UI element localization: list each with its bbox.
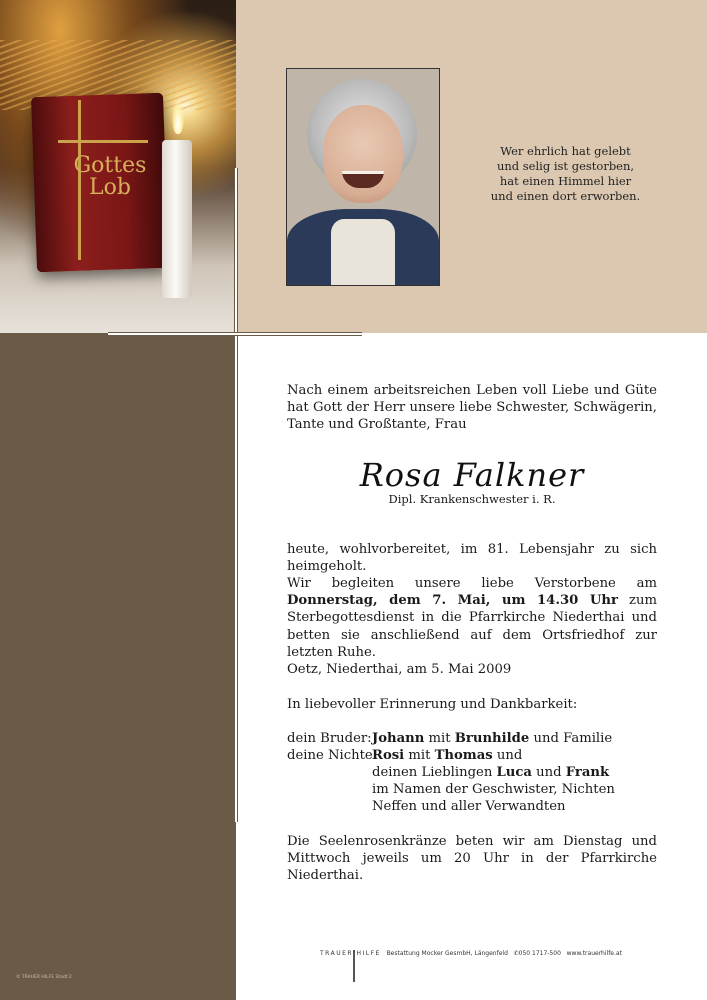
- connector-text: mit: [404, 748, 435, 763]
- family-row-relatives: Neffen und aller Verwandten: [372, 799, 566, 814]
- place-date: Oetz, Niederthai, am 5. Mai 2009: [287, 662, 512, 677]
- quote-line: hat einen Himmel hier: [499, 174, 632, 188]
- portrait-face: [323, 105, 403, 203]
- quote-line: Wer ehrlich hat gelebt: [500, 144, 631, 158]
- memorial-quote: [478, 144, 653, 204]
- relative-name: Rosi: [372, 748, 405, 763]
- relative-name: Luca: [496, 765, 532, 780]
- deceased-profession: Dipl. Krankenschwester i. R.: [388, 492, 556, 506]
- connector-text: mit: [424, 731, 455, 746]
- rosary-paragraph: Die Seelenrosenkränze beten wir am Dienstag und Mittwoch jeweils um 20 Uhr in der Pfarrkirche Niederthai.: [287, 834, 657, 884]
- relation-label: deine Nichte:: [287, 748, 378, 763]
- relative-name: Frank: [565, 765, 610, 780]
- candle-flame-icon: [172, 100, 184, 134]
- relative-name: Thomas: [434, 748, 493, 763]
- funeral-text: zum Sterbegottesdienst in die Pfarrkirche Niederthai und betten sie anschließend auf dem Ortsfriedhof zur letzten Ruhe.: [287, 593, 657, 660]
- footer-web: www.trauerhilfe.at: [566, 950, 622, 957]
- candle: [162, 140, 192, 298]
- portrait-collar: [331, 219, 395, 286]
- family-row-brother: [287, 730, 612, 747]
- book-title: Gottes Lob: [73, 153, 147, 200]
- family-row-siblings: im Namen der Geschwister, Nichten: [372, 782, 615, 797]
- quote-line: und selig ist gestorben,: [496, 159, 635, 173]
- footer: [320, 950, 640, 958]
- footer-company: Bestattung Mocker GesmbH, Längenfeld: [386, 950, 508, 957]
- relation-label: dein Bruder:: [287, 731, 372, 746]
- funeral-paragraph: [287, 575, 657, 661]
- family-row-kids: [372, 764, 609, 781]
- footer-phone: ✆050 1717-500: [513, 950, 561, 957]
- memory-line: In liebevoller Erinnerung und Dankbarkeit:: [287, 697, 578, 712]
- cross-vertical-beam: [234, 168, 238, 822]
- deceased-name: Rosa Falkner: [359, 456, 585, 494]
- relative-name: Brunhilde: [454, 731, 530, 746]
- portrait-photo: [286, 68, 440, 286]
- intro-paragraph: Nach einem arbeitsreichen Leben voll Liebe und Güte hat Gott der Herr unsere liebe Schwester, Schwägerin, Tante und Großtante, Frau: [287, 383, 657, 433]
- relative-name: Johann: [372, 731, 425, 746]
- footer-brand: TRAUER HILFE: [320, 950, 381, 957]
- left-brown-panel: [0, 333, 236, 1000]
- copyright: © TRAUER HILFE Stadt 2: [16, 975, 72, 980]
- cross-horizontal-beam: [108, 332, 362, 336]
- quote-line: und einen dort erworben.: [490, 189, 641, 203]
- funeral-date: Donnerstag, dem 7. Mai, um 14.30 Uhr: [287, 593, 618, 609]
- connector-text: deinen Lieblingen: [372, 765, 497, 780]
- connector-text: und: [531, 765, 566, 780]
- candle-book-photo: [0, 0, 236, 333]
- death-paragraph: heute, wohlvorbereitet, im 81. Lebensjahr zu sich heimgeholt.: [287, 542, 657, 575]
- connector-text: und Familie: [529, 731, 613, 746]
- funeral-text: Wir begleiten unsere liebe Verstorbene am: [287, 576, 657, 591]
- book-cross-bar: [58, 140, 148, 143]
- connector-text: und: [492, 748, 523, 763]
- family-row-niece: [287, 747, 522, 764]
